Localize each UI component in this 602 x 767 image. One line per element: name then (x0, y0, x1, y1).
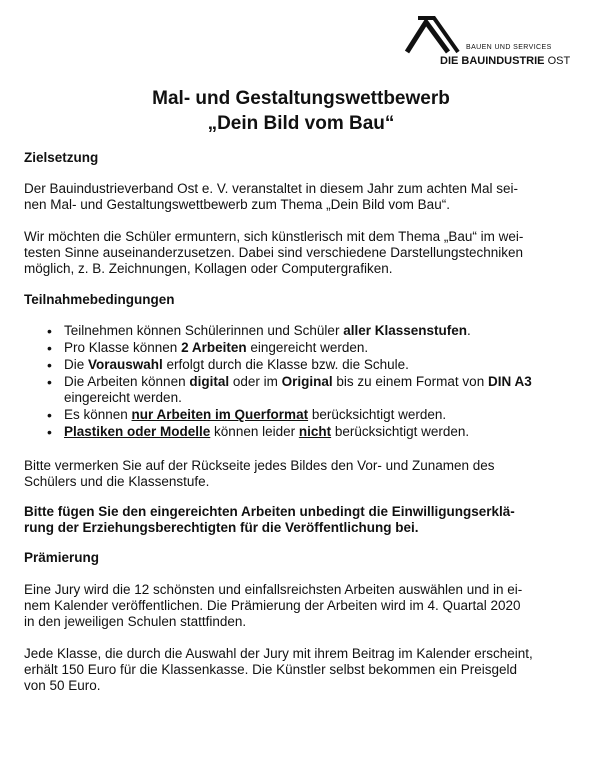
paragraph-intro: Der Bauindustrieverband Ost e. V. veranstaltet in diesem Jahr zum achten Mal sei- nen Mal- und Gestaltungswettbewerb zum Thema „Dein Bild vom Bau“. (24, 181, 518, 212)
company-logo (404, 14, 594, 70)
paragraph-note: Bitte vermerken Sie auf der Rückseite jedes Bildes den Vor- und Zunamen des Schülers und die Klassenstufe. (24, 458, 495, 489)
list-item: • Die Vorauswahl erfolgt durch die Klasse bzw. die Schule. (24, 357, 584, 373)
page-title: Mal- und Gestaltungswettbewerb (152, 88, 450, 109)
logo-tagline: BAUEN UND SERVICES (466, 44, 552, 51)
logo-brand: DIE BAUINDUSTRIE OST (440, 55, 571, 67)
heading-praemierung: Prämierung (24, 550, 100, 565)
heading-teilnahmebedingungen: Teilnahmebedingungen (24, 292, 175, 307)
heading-zielsetzung: Zielsetzung (24, 150, 99, 165)
page-subtitle: „Dein Bild vom Bau“ (207, 113, 395, 134)
list-item: • Es können nur Arbeiten im Querformat berücksichtigt werden. (24, 407, 584, 423)
list-item: • Pro Klasse können 2 Arbeiten eingereicht werden. (24, 340, 584, 356)
house-outline-icon (404, 14, 464, 58)
list-item: • Die Arbeiten können digital oder im Original bis zu einem Format von DIN A3 eingereicht werden. (24, 374, 584, 406)
list-item: • Teilnehmen können Schülerinnen und Schüler aller Klassenstufen. (24, 323, 584, 339)
paragraph-goal: Wir möchten die Schüler ermuntern, sich künstlerisch mit dem Thema „Bau“ im wei- testen Sinne auseinanderzusetzen. Dabei sind verschiedene Darstellungstechniken möglich, z. B. Zeichnungen, Kollagen oder Computergrafiken. (24, 229, 524, 276)
conditions-list (24, 323, 584, 441)
list-item: • Plastiken oder Modelle können leider nicht berücksichtigt werden. (24, 424, 584, 440)
paragraph-consent-note: Bitte fügen Sie den eingereichten Arbeiten unbedingt die Einwilligungserklä- rung der Erziehungsberechtigten für die Veröffentlichung bei. (24, 504, 515, 535)
paragraph-prize: Jede Klasse, die durch die Auswahl der Jury mit ihrem Beitrag im Kalender erscheint, erhält 150 Euro für die Klassenkasse. Die Künstler selbst bekommen ein Preisgeld von 50 Euro. (24, 646, 533, 693)
paragraph-jury: Eine Jury wird die 12 schönsten und einfallsreichsten Arbeiten auswählen und in ei- nem Kalender veröffentlichen. Die Prämierung der Arbeiten wird im 4. Quartal 2020 in den jeweiligen Schulen stattfinden. (24, 582, 523, 629)
